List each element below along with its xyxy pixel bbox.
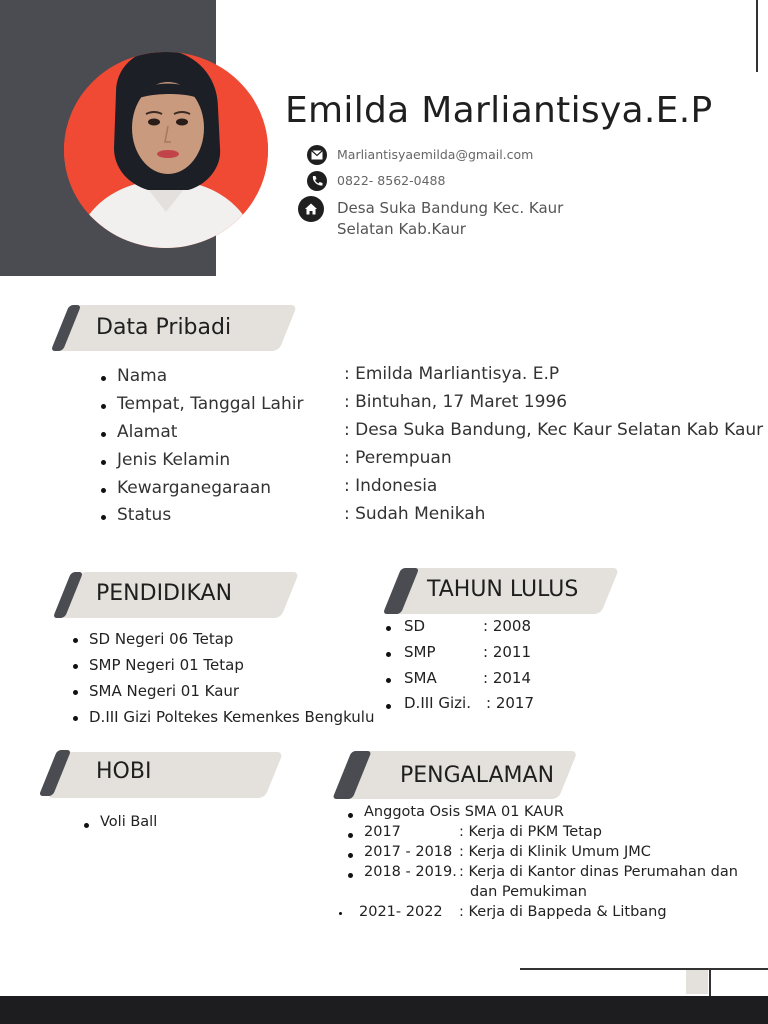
address-text xyxy=(337,198,563,240)
bullet xyxy=(348,873,353,878)
lulus-year: : 2008 xyxy=(483,617,531,635)
top-rule xyxy=(756,0,758,72)
dp-value-alamat: : Desa Suka Bandung, Kec Kaur Selatan Kab Kaur xyxy=(344,420,764,440)
bullet xyxy=(386,626,391,631)
lulus-year: : 2017 xyxy=(486,694,534,712)
dp-value-status: : Sudah Menikah xyxy=(344,504,486,524)
pengalaman-year: 2017 xyxy=(364,824,401,840)
bullet xyxy=(386,652,391,657)
pengalaman-year: Anggota Osis SMA 01 KAUR xyxy=(364,804,564,820)
pendidikan-item: D.III Gizi Poltekes Kemenkes Bengkulu xyxy=(89,708,375,726)
dp-value-ttl: : Bintuhan, 17 Maret 1996 xyxy=(344,392,568,412)
pengalaman-year: 2017 - 2018 xyxy=(364,844,453,860)
bullet xyxy=(73,716,78,721)
bottom-square xyxy=(686,970,708,994)
dp-value-jk: : Perempuan xyxy=(344,448,452,468)
dp-value-nama: : Emilda Marliantisya. E.P xyxy=(344,364,560,384)
pendidikan-item: SMP Negeri 01 Tetap xyxy=(89,656,244,674)
dp-value-kw: : Indonesia xyxy=(344,476,438,496)
dp-label-kw: Kewarganegaraan xyxy=(117,478,272,498)
pengalaman-desc: : Kerja di Bappeda & Litbang xyxy=(459,904,667,920)
lulus-year: : 2014 xyxy=(483,669,531,687)
hobi-heading-bar xyxy=(47,752,284,798)
dp-label-nama: Nama xyxy=(117,366,168,386)
lulus-level: SMP xyxy=(404,643,436,661)
lulus-level: D.III Gizi. xyxy=(404,694,471,712)
bullet xyxy=(73,638,78,643)
lulus-level: SD xyxy=(404,617,426,635)
bullet xyxy=(101,488,106,493)
bullet xyxy=(386,704,391,709)
pengalaman-desc: : Kerja di Kantor dinas Perumahan dan xyxy=(459,864,738,880)
bullet xyxy=(73,664,78,669)
bullet xyxy=(73,690,78,695)
phone-icon xyxy=(307,171,327,191)
dp-label-jk: Jenis Kelamin xyxy=(117,450,231,470)
address-line-2: Selatan Kab.Kaur xyxy=(337,220,466,238)
bullet xyxy=(101,404,106,409)
bullet xyxy=(348,813,353,818)
tahun-lulus-heading: TAHUN LULUS xyxy=(427,577,579,602)
bullet xyxy=(101,460,106,465)
data-pribadi-heading: Data Pribadi xyxy=(96,315,232,340)
dp-label-ttl: Tempat, Tanggal Lahir xyxy=(117,394,304,414)
bullet xyxy=(101,376,106,381)
pengalaman-desc-cont: dan Pemukiman xyxy=(470,884,587,900)
hobi-heading: HOBI xyxy=(96,759,152,784)
dp-label-alamat: Alamat xyxy=(117,422,178,442)
bullet xyxy=(348,853,353,858)
bullet xyxy=(339,912,342,915)
bullet xyxy=(101,432,106,437)
email-text: Marliantisyaemilda@gmail.com xyxy=(337,147,534,162)
hobi-item: Voli Ball xyxy=(100,814,158,830)
pendidikan-item: SMA Negeri 01 Kaur xyxy=(89,682,240,700)
dp-label-status: Status xyxy=(117,505,172,525)
phone-text: 0822- 8562-0488 xyxy=(337,173,446,188)
pengalaman-year: 2021- 2022 xyxy=(359,904,443,920)
pengalaman-desc: : Kerja di Klinik Umum JMC xyxy=(459,844,651,860)
lulus-level: SMA xyxy=(404,669,437,687)
pengalaman-desc: : Kerja di PKM Tetap xyxy=(459,824,602,840)
pendidikan-heading: PENDIDIKAN xyxy=(96,581,233,606)
bottom-rule xyxy=(520,968,768,970)
pengalaman-year: 2018 - 2019. xyxy=(364,864,457,880)
bullet xyxy=(348,833,353,838)
profile-name: Emilda Marliantisya.E.P xyxy=(285,90,713,131)
bullet xyxy=(101,515,106,520)
pengalaman-heading: PENGALAMAN xyxy=(400,763,555,788)
address-line-1: Desa Suka Bandung Kec. Kaur xyxy=(337,199,564,217)
bottom-bar xyxy=(0,996,768,1024)
lulus-year: : 2011 xyxy=(483,643,531,661)
home-icon xyxy=(298,196,324,222)
mail-icon xyxy=(307,145,327,165)
bullet xyxy=(386,678,391,683)
pendidikan-item: SD Negeri 06 Tetap xyxy=(89,630,234,648)
bullet xyxy=(84,823,89,828)
profile-photo xyxy=(64,52,268,248)
